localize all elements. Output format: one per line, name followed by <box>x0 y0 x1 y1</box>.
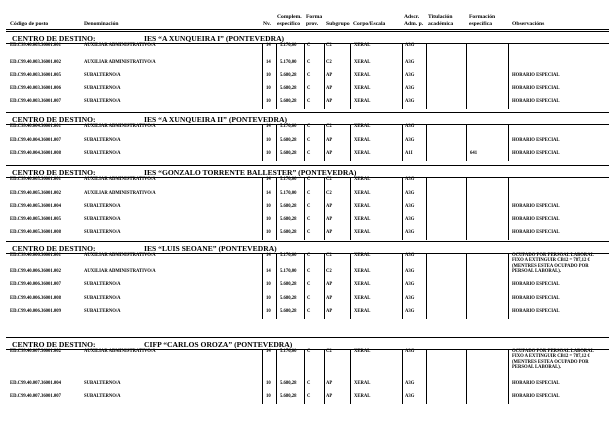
header-adscr-2: Adm. p. <box>404 21 424 27</box>
post-denominacion: AUXILIAR ADMINISTRATIVO/A <box>84 269 156 274</box>
post-complemento: 5.680,28 <box>280 151 297 156</box>
post-nivel: 14 <box>266 124 271 129</box>
post-nivel: 10 <box>266 381 271 386</box>
post-nivel: 10 <box>266 138 271 143</box>
post-code: ED.C99.40.005.36001.001 <box>10 177 61 182</box>
column-divider <box>508 177 509 240</box>
column-divider <box>402 349 403 404</box>
column-divider <box>350 124 351 161</box>
post-observacions: OCUPADO POR PERSOAL LABORAL FIXO A EXTINGUIR CB12 = 787,12 € (MENTRES ESTEA OCUPADO POR PERSOAL LABORAL). <box>512 349 594 371</box>
post-corpo: XERAL <box>354 138 371 143</box>
column-divider <box>276 43 277 109</box>
post-complemento: 5.680,28 <box>280 138 297 143</box>
post-denominacion: SUBALTERNO/A <box>84 138 121 143</box>
post-adscricion: A3G <box>405 60 415 65</box>
post-nivel: 10 <box>266 296 271 301</box>
post-complemento: 5.680,28 <box>280 394 297 399</box>
post-subgrupo: AP <box>326 217 333 222</box>
post-corpo: XERAL <box>354 394 371 399</box>
post-denominacion: SUBALTERNO/A <box>84 394 121 399</box>
post-denominacion: AUXILIAR ADMINISTRATIVO/A <box>84 191 156 196</box>
post-denominacion: SUBALTERNO/A <box>84 296 121 301</box>
post-adscricion: A3G <box>405 86 415 91</box>
post-forma-prov: C <box>307 381 311 386</box>
post-nivel: 10 <box>266 73 271 78</box>
post-nivel: 14 <box>266 60 271 65</box>
column-divider <box>466 177 467 240</box>
section-divider <box>6 241 609 242</box>
column-divider <box>466 349 467 404</box>
column-divider <box>304 124 305 161</box>
column-divider <box>350 253 351 319</box>
post-nivel: 10 <box>266 394 271 399</box>
post-forma-prov: C <box>307 73 311 78</box>
post-code: ED.C99.40.006.36001.008 <box>10 296 61 301</box>
column-divider <box>350 43 351 109</box>
header-corpo: Corpo/Escala <box>353 21 386 27</box>
post-code: ED.C99.40.007.36001.007 <box>10 394 61 399</box>
post-denominacion: SUBALTERNO/A <box>84 309 121 314</box>
post-corpo: XERAL <box>354 60 371 65</box>
column-divider <box>262 177 263 240</box>
post-nivel: 14 <box>266 177 271 182</box>
post-corpo: XERAL <box>354 151 371 156</box>
post-observacions: HORARIO ESPECIAL <box>512 138 560 143</box>
post-subgrupo: C2 <box>326 43 332 48</box>
post-nivel: 10 <box>266 86 271 91</box>
post-code: ED.C99.40.005.36001.005 <box>10 217 61 222</box>
column-divider <box>324 124 325 161</box>
post-complemento: 5.680,28 <box>280 73 297 78</box>
post-code: ED.C99.40.003.36001.006 <box>10 86 61 91</box>
header-adscr-1: Adscr. <box>404 14 420 20</box>
post-corpo: XERAL <box>354 230 371 235</box>
post-denominacion: AUXILIAR ADMINISTRATIVO/A <box>84 43 156 48</box>
post-complemento: 5.680,28 <box>280 296 297 301</box>
post-subgrupo: C2 <box>326 124 332 129</box>
post-complemento: 5.680,28 <box>280 99 297 104</box>
post-code: ED.C99.40.004.36001.001 <box>10 124 61 129</box>
column-divider <box>508 124 509 161</box>
column-divider <box>276 349 277 404</box>
header-formacion-1: Formación <box>469 14 496 20</box>
post-code: ED.C99.40.003.36001.005 <box>10 73 61 78</box>
post-adscricion: A3G <box>405 138 415 143</box>
post-forma-prov: C <box>307 394 311 399</box>
post-subgrupo: AP <box>326 99 333 104</box>
post-forma-prov: C <box>307 43 311 48</box>
post-observacions: HORARIO ESPECIAL <box>512 151 560 156</box>
column-divider <box>262 253 263 319</box>
post-complemento: 5.680,28 <box>280 217 297 222</box>
post-denominacion: AUXILIAR ADMINISTRATIVO/A <box>84 349 156 354</box>
post-observacions: HORARIO ESPECIAL <box>512 309 560 314</box>
post-code: ED.C99.40.005.36001.008 <box>10 230 61 235</box>
post-corpo: XERAL <box>354 282 371 287</box>
post-subgrupo: C2 <box>326 191 332 196</box>
column-divider <box>426 43 427 109</box>
column-divider <box>304 43 305 109</box>
column-divider <box>508 349 509 404</box>
header-forma-1: Forma <box>306 14 323 20</box>
column-divider <box>402 177 403 240</box>
post-code: ED.C99.40.006.36001.002 <box>10 269 61 274</box>
post-complemento: 5.680,28 <box>280 282 297 287</box>
post-subgrupo: C2 <box>326 60 332 65</box>
post-denominacion: SUBALTERNO/A <box>84 99 121 104</box>
post-code: ED.C99.40.007.36001.004 <box>10 381 61 386</box>
post-adscricion: A3G <box>405 394 415 399</box>
post-forma-prov: C <box>307 191 311 196</box>
column-divider <box>262 43 263 109</box>
post-adscricion: A1I <box>405 151 413 156</box>
post-observacions: HORARIO ESPECIAL <box>512 86 560 91</box>
post-corpo: XERAL <box>354 86 371 91</box>
header-titulacion-1: Titulación <box>428 14 453 20</box>
post-nivel: 10 <box>266 282 271 287</box>
post-corpo: XERAL <box>354 349 371 354</box>
section-divider <box>6 112 609 113</box>
post-subgrupo: AP <box>326 86 333 91</box>
post-adscricion: A3G <box>405 296 415 301</box>
post-forma-prov: C <box>307 253 311 258</box>
post-corpo: XERAL <box>354 73 371 78</box>
post-nivel: 10 <box>266 230 271 235</box>
column-divider <box>304 349 305 404</box>
post-adscricion: A3G <box>405 309 415 314</box>
header-formacion-2: específica <box>469 21 492 27</box>
post-nivel: 14 <box>266 269 271 274</box>
header-titulacion-2: académica <box>428 21 454 27</box>
post-code: ED.C99.40.003.36001.002 <box>10 60 61 65</box>
post-nivel: 10 <box>266 217 271 222</box>
post-subgrupo: AP <box>326 151 333 156</box>
post-corpo: XERAL <box>354 217 371 222</box>
post-nivel: 10 <box>266 151 271 156</box>
post-code: ED.C99.40.003.36001.001 <box>10 43 61 48</box>
post-denominacion: AUXILIAR ADMINISTRATIVO/A <box>84 60 156 65</box>
column-divider <box>466 43 467 109</box>
post-complemento: 5.680,28 <box>280 309 297 314</box>
post-corpo: XERAL <box>354 43 371 48</box>
header-complem-1: Complem. <box>277 14 302 20</box>
post-nivel: 14 <box>266 43 271 48</box>
post-complemento: 5.170,00 <box>280 177 297 182</box>
post-complemento: 5.170,00 <box>280 191 297 196</box>
section-divider <box>6 165 609 166</box>
post-corpo: XERAL <box>354 99 371 104</box>
post-denominacion: SUBALTERNO/A <box>84 73 121 78</box>
section-label: CENTRO DE DESTINO: <box>12 244 96 253</box>
column-divider <box>262 124 263 161</box>
post-denominacion: SUBALTERNO/A <box>84 204 121 209</box>
post-corpo: XERAL <box>354 309 371 314</box>
post-complemento: 5.170,00 <box>280 349 297 354</box>
header-denominacion: Denominación <box>84 21 119 27</box>
post-adscricion: A3G <box>405 191 415 196</box>
post-adscricion: A3G <box>405 230 415 235</box>
post-forma-prov: C <box>307 349 311 354</box>
post-adscricion: A3G <box>405 73 415 78</box>
header-niv: Nv. <box>263 21 271 27</box>
column-divider <box>276 124 277 161</box>
column-divider <box>466 253 467 319</box>
section-label: CENTRO DE DESTINO: <box>12 34 96 43</box>
post-complemento: 5.170,00 <box>280 43 297 48</box>
post-subgrupo: AP <box>326 230 333 235</box>
post-forma-prov: C <box>307 309 311 314</box>
post-observacions: HORARIO ESPECIAL <box>512 99 560 104</box>
section-center-name: IES “GONZALO TORRENTE BALLESTER” (PONTEVEDRA) <box>144 168 357 177</box>
post-adscricion: A3G <box>405 204 415 209</box>
column-divider <box>426 124 427 161</box>
post-subgrupo: AP <box>326 296 333 301</box>
post-complemento: 5.170,00 <box>280 253 297 258</box>
header-forma-2: prov. <box>306 21 319 27</box>
post-observacions: HORARIO ESPECIAL <box>512 381 560 386</box>
post-subgrupo: AP <box>326 394 333 399</box>
post-forma-prov: C <box>307 60 311 65</box>
column-divider <box>324 349 325 404</box>
section-center-name: IES “A XUNQUEIRA II” (PONTEVEDRA) <box>144 115 288 124</box>
post-code: ED.C99.40.005.36001.004 <box>10 204 61 209</box>
post-complemento: 5.680,28 <box>280 230 297 235</box>
post-denominacion: SUBALTERNO/A <box>84 86 121 91</box>
post-corpo: XERAL <box>354 269 371 274</box>
post-code: ED.C99.40.006.36001.001 <box>10 253 61 258</box>
post-observacions: HORARIO ESPECIAL <box>512 394 560 399</box>
column-divider <box>402 124 403 161</box>
column-divider <box>402 253 403 319</box>
post-denominacion: AUXILIAR ADMINISTRATIVO/A <box>84 253 156 258</box>
post-corpo: XERAL <box>354 381 371 386</box>
column-divider <box>324 177 325 240</box>
column-divider <box>350 349 351 404</box>
post-observacions: HORARIO ESPECIAL <box>512 204 560 209</box>
section-label: CENTRO DE DESTINO: <box>12 340 96 349</box>
post-forma-prov: C <box>307 151 311 156</box>
post-corpo: XERAL <box>354 124 371 129</box>
post-corpo: XERAL <box>354 253 371 258</box>
post-observacions: HORARIO ESPECIAL <box>512 217 560 222</box>
post-forma-prov: C <box>307 296 311 301</box>
post-nivel: 10 <box>266 204 271 209</box>
post-nivel: 14 <box>266 253 271 258</box>
column-divider <box>304 253 305 319</box>
column-divider <box>350 177 351 240</box>
post-adscricion: A3G <box>405 124 415 129</box>
header-observacions: Observacións <box>512 21 545 27</box>
post-observacions: HORARIO ESPECIAL <box>512 296 560 301</box>
post-forma-prov: C <box>307 217 311 222</box>
post-corpo: XERAL <box>354 204 371 209</box>
column-divider <box>426 349 427 404</box>
post-adscricion: A3G <box>405 217 415 222</box>
column-divider <box>426 177 427 240</box>
post-corpo: XERAL <box>354 191 371 196</box>
section-divider <box>6 31 609 32</box>
post-corpo: XERAL <box>354 296 371 301</box>
post-adscricion: A3G <box>405 43 415 48</box>
post-adscricion: A3G <box>405 253 415 258</box>
post-complemento: 5.680,28 <box>280 86 297 91</box>
post-adscricion: A3G <box>405 282 415 287</box>
post-nivel: 10 <box>266 309 271 314</box>
column-divider <box>276 253 277 319</box>
post-adscricion: A3G <box>405 349 415 354</box>
post-adscricion: A3G <box>405 99 415 104</box>
post-nivel: 10 <box>266 99 271 104</box>
column-divider <box>508 43 509 109</box>
post-subgrupo: C2 <box>326 269 332 274</box>
post-subgrupo: AP <box>326 381 333 386</box>
post-forma-prov: C <box>307 204 311 209</box>
section-label: CENTRO DE DESTINO: <box>12 115 96 124</box>
post-code: ED.C99.40.006.36001.007 <box>10 282 61 287</box>
post-code: ED.C99.40.006.36001.009 <box>10 309 61 314</box>
section-center-name: CIFP “CARLOS OROZA” (PONTEVEDRA) <box>144 340 293 349</box>
section-center-name: IES “LUIS SEOANE” (PONTEVEDRA) <box>144 244 277 253</box>
post-denominacion: SUBALTERNO/A <box>84 230 121 235</box>
header-complem-2: específico <box>277 21 300 27</box>
column-divider <box>304 177 305 240</box>
post-observacions: HORARIO ESPECIAL <box>512 282 560 287</box>
post-forma-prov: C <box>307 269 311 274</box>
post-forma-prov: C <box>307 138 311 143</box>
header-codigo: Código de posto <box>10 21 49 27</box>
post-corpo: XERAL <box>354 177 371 182</box>
post-forma-prov: C <box>307 86 311 91</box>
header-rule <box>6 29 609 30</box>
post-denominacion: SUBALTERNO/A <box>84 151 121 156</box>
post-code: ED.C99.40.007.36001.002 <box>10 349 61 354</box>
column-divider <box>324 43 325 109</box>
post-observacions: OCUPADO POR PERSOAL LABORAL FIXO A EXTINGUIR CB12 = 787,12 € (MENTRES ESTEA OCUPADO POR PERSOAL LABORAL). <box>512 253 594 275</box>
post-formacion: 641 <box>470 151 478 156</box>
post-nivel: 14 <box>266 349 271 354</box>
post-forma-prov: C <box>307 282 311 287</box>
post-subgrupo: AP <box>326 309 333 314</box>
column-divider <box>466 124 467 161</box>
post-code: ED.C99.40.003.36001.007 <box>10 99 61 104</box>
post-denominacion: AUXILIAR ADMINISTRATIVO/A <box>84 124 156 129</box>
section-label: CENTRO DE DESTINO: <box>12 168 96 177</box>
post-adscricion: A3G <box>405 177 415 182</box>
post-subgrupo: AP <box>326 73 333 78</box>
post-forma-prov: C <box>307 177 311 182</box>
post-adscricion: A3G <box>405 269 415 274</box>
post-code: ED.C99.40.004.36001.008 <box>10 151 61 156</box>
post-subgrupo: C2 <box>326 177 332 182</box>
post-subgrupo: C2 <box>326 253 332 258</box>
post-subgrupo: AP <box>326 282 333 287</box>
post-forma-prov: C <box>307 124 311 129</box>
post-complemento: 5.170,00 <box>280 124 297 129</box>
post-denominacion: SUBALTERNO/A <box>84 282 121 287</box>
column-divider <box>402 43 403 109</box>
post-complemento: 5.680,28 <box>280 381 297 386</box>
post-forma-prov: C <box>307 99 311 104</box>
column-divider <box>426 253 427 319</box>
section-divider <box>6 337 609 338</box>
post-subgrupo: AP <box>326 204 333 209</box>
post-denominacion: AUXILIAR ADMINISTRATIVO/A <box>84 177 156 182</box>
post-forma-prov: C <box>307 230 311 235</box>
post-denominacion: SUBALTERNO/A <box>84 217 121 222</box>
column-divider <box>324 253 325 319</box>
column-divider <box>276 177 277 240</box>
post-denominacion: SUBALTERNO/A <box>84 381 121 386</box>
post-subgrupo: C2 <box>326 349 332 354</box>
post-complemento: 5.680,28 <box>280 204 297 209</box>
column-divider <box>262 349 263 404</box>
post-observacions: HORARIO ESPECIAL <box>512 73 560 78</box>
post-adscricion: A3G <box>405 381 415 386</box>
column-divider <box>508 253 509 319</box>
post-code: ED.C99.40.005.36001.002 <box>10 191 61 196</box>
post-nivel: 14 <box>266 191 271 196</box>
header-subgrupo: Subgrupo <box>326 21 350 27</box>
post-complemento: 5.170,00 <box>280 60 297 65</box>
post-complemento: 5.170,00 <box>280 269 297 274</box>
post-observacions: HORARIO ESPECIAL <box>512 230 560 235</box>
post-code: ED.C99.40.004.36001.007 <box>10 138 61 143</box>
post-subgrupo: AP <box>326 138 333 143</box>
section-center-name: IES “A XUNQUEIRA I” (PONTEVEDRA) <box>144 34 285 43</box>
